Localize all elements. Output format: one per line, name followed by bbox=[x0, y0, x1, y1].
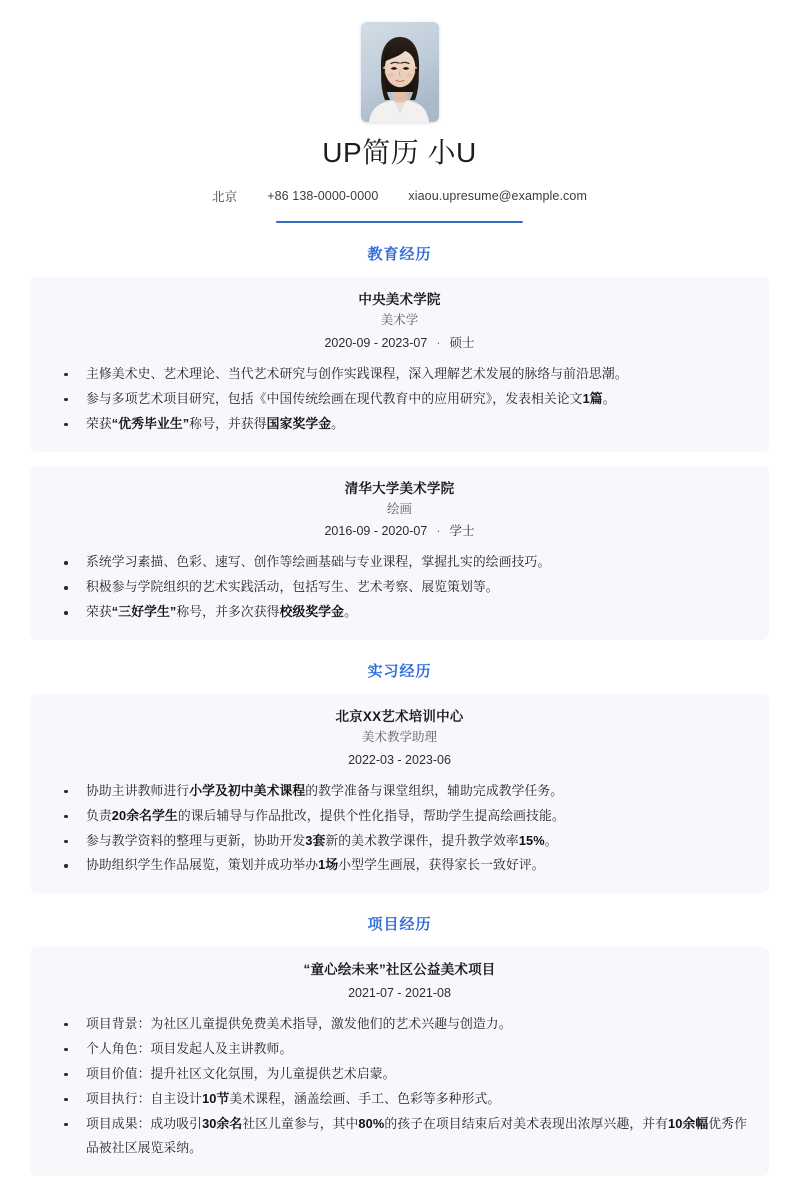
bullet-text: 项目执行：自主设计 bbox=[86, 1090, 203, 1106]
section-internship bbox=[0, 660, 799, 893]
bullet-emphasis: “三好学生” bbox=[111, 604, 177, 620]
bullet-text: 项目背景：为社区儿童提供免费美术指导，激发他们的艺术兴趣与创造力。 bbox=[86, 1015, 512, 1031]
bullet-text: 优秀作品被社区展览采纳。 bbox=[86, 1115, 747, 1156]
entry-header bbox=[48, 960, 751, 1002]
bullet-text: 参与教学资料的整理与更新，协助开发 bbox=[86, 832, 306, 848]
bullet-emphasis: 30余名 bbox=[202, 1115, 243, 1131]
entry-card bbox=[30, 947, 769, 1176]
bullet-text: 小型学生画展，获得家长一致好评。 bbox=[338, 857, 545, 873]
bullet-emphasis: 国家奖学金 bbox=[266, 415, 332, 431]
bullet-text: 称号，并获得 bbox=[189, 415, 267, 431]
header-divider-container bbox=[30, 221, 769, 223]
bullet-emphasis: 校级奖学金 bbox=[279, 604, 345, 620]
bullet-emphasis: 10余幅 bbox=[668, 1115, 709, 1131]
bullet-emphasis: 小学及初中美术课程 bbox=[189, 782, 306, 798]
bullet-list bbox=[48, 1012, 751, 1162]
entry-header bbox=[48, 290, 751, 353]
bullet-list bbox=[48, 779, 751, 879]
bullet-item bbox=[48, 1012, 751, 1037]
entry-meta bbox=[48, 333, 751, 353]
bullet-text: 荣获 bbox=[86, 604, 112, 620]
contact-email: xiaou.upresume@example.com bbox=[408, 189, 587, 204]
bullet-item bbox=[48, 779, 751, 804]
bullet-text: 协助组织学生作品展览，策划并成功举办 bbox=[86, 857, 319, 873]
entry-date: 2021-07 - 2021-08 bbox=[348, 985, 451, 1000]
bullet-text: 负责 bbox=[86, 807, 112, 823]
bullet-item bbox=[48, 804, 751, 829]
bullet-text: 社区儿童参与，其中 bbox=[242, 1115, 359, 1131]
entry-date: 2016-09 - 2020-07 bbox=[324, 524, 428, 539]
bullet-list bbox=[48, 550, 751, 625]
bullet-text: 的孩子在项目结束后对美术表现出浓厚兴趣，并有 bbox=[384, 1115, 669, 1131]
section-title-internship: 实习经历 bbox=[367, 663, 432, 680]
meta-separator: · bbox=[436, 335, 441, 350]
entry-meta bbox=[48, 983, 751, 1003]
contact-location: 北京 bbox=[212, 190, 238, 205]
bullet-item bbox=[48, 1087, 751, 1112]
bullet-text: 主修美术史、艺术理论、当代艺术研究与创作实践课程，深入理解艺术发展的脉络与前沿思潮。 bbox=[86, 365, 628, 381]
entry-header bbox=[48, 479, 751, 542]
profile-photo bbox=[361, 22, 439, 122]
entry-subtitle: 美术教学助理 bbox=[361, 730, 437, 745]
bullet-text: 。 bbox=[344, 604, 357, 620]
bullet-text: 。 bbox=[602, 390, 616, 406]
section-title-education: 教育经历 bbox=[367, 246, 432, 264]
bullet-text: 项目价值：提升社区文化氛围，为儿童提供艺术启蒙。 bbox=[86, 1065, 396, 1081]
section-projects bbox=[0, 913, 799, 1176]
entry-card bbox=[30, 694, 769, 893]
bullet-text: 新的美术教学课件，提升教学效率 bbox=[325, 832, 519, 848]
candidate-name: UP简历 小U bbox=[322, 137, 477, 168]
bullet-item bbox=[48, 1112, 751, 1162]
bullet-text: 系统学习素描、色彩、速写、创作等绘画基础与专业课程，掌握扎实的绘画技巧。 bbox=[86, 554, 551, 570]
entry-date: 2020-09 - 2023-07 bbox=[324, 335, 428, 350]
bullet-text: 项目成果：成功吸引 bbox=[86, 1115, 203, 1131]
bullet-text: 协助主讲教师进行 bbox=[86, 782, 190, 798]
bullet-emphasis: 15% bbox=[518, 832, 545, 848]
entry-header bbox=[48, 707, 751, 770]
entry-date: 2022-03 - 2023-06 bbox=[348, 752, 451, 767]
bullet-text: 。 bbox=[544, 832, 558, 848]
contact-phone: +86 138-0000-0000 bbox=[267, 189, 379, 204]
entry-meta bbox=[48, 521, 751, 541]
header-divider bbox=[276, 221, 523, 223]
bullet-text: 美术课程，涵盖绘画、手工、色彩等多种形式。 bbox=[229, 1090, 501, 1106]
bullet-item bbox=[48, 550, 751, 575]
bullet-item bbox=[48, 412, 751, 437]
bullet-item bbox=[48, 1062, 751, 1087]
bullet-emphasis: 10节 bbox=[202, 1090, 230, 1106]
bullet-item bbox=[48, 853, 751, 878]
bullet-item bbox=[48, 387, 751, 412]
resume-header bbox=[0, 0, 799, 223]
entry-meta bbox=[48, 750, 751, 770]
bullet-emphasis: 80% bbox=[358, 1115, 385, 1131]
bullet-text: 荣获 bbox=[86, 415, 112, 431]
entry-subtitle: 美术学 bbox=[380, 313, 419, 328]
bullet-item bbox=[48, 829, 751, 854]
bullet-emphasis: 3套 bbox=[305, 832, 326, 848]
entry-title: “童心绘未来”社区公益美术项目 bbox=[303, 962, 496, 978]
bullet-item bbox=[48, 362, 751, 387]
entry-title: 中央美术学院 bbox=[358, 292, 441, 308]
bullet-text: 称号，并多次获得 bbox=[176, 604, 280, 620]
entry-subtitle: 绘画 bbox=[386, 501, 412, 516]
bullet-text: 的教学准备与课堂组织，辅助完成教学任务。 bbox=[305, 782, 564, 798]
meta-separator: · bbox=[436, 524, 441, 539]
bullet-emphasis: 1场 bbox=[318, 857, 339, 873]
entry-title: 北京XX艺术培训中心 bbox=[335, 709, 464, 724]
section-education bbox=[0, 243, 799, 640]
bullet-item bbox=[48, 600, 751, 625]
bullet-list bbox=[48, 362, 751, 437]
bullet-text: 的课后辅导与作品批改，提供个性化指导，帮助学生提高绘画技能。 bbox=[177, 807, 565, 823]
entry-card bbox=[30, 277, 769, 451]
bullet-text: 积极参与学院组织的艺术实践活动，包括写生、艺术考察、展览策划等。 bbox=[86, 579, 499, 595]
bullet-emphasis: 1篇 bbox=[582, 390, 603, 406]
section-title-projects: 项目经历 bbox=[367, 916, 432, 934]
entry-card bbox=[30, 466, 769, 640]
entry-title: 清华大学美术学院 bbox=[344, 480, 455, 496]
bullet-text: 参与多项艺术项目研究，包括《中国传统绘画在现代教育中的应用研究》，发表相关论文 bbox=[86, 390, 583, 406]
bullet-emphasis: “优秀毕业生” bbox=[111, 415, 190, 431]
bullet-text: 。 bbox=[331, 415, 345, 431]
bullet-item bbox=[48, 1037, 751, 1062]
contact-line bbox=[30, 187, 769, 205]
page-bottom-spacer bbox=[0, 1176, 799, 1192]
sections-container bbox=[0, 243, 799, 1176]
bullet-emphasis: 20余名学生 bbox=[111, 807, 178, 823]
entry-degree: 硕士 bbox=[449, 335, 475, 350]
bullet-text: 个人角色：项目发起人及主讲教师。 bbox=[86, 1040, 293, 1056]
entry-degree: 学士 bbox=[449, 524, 475, 539]
photo-container bbox=[30, 22, 769, 122]
bullet-item bbox=[48, 575, 751, 600]
